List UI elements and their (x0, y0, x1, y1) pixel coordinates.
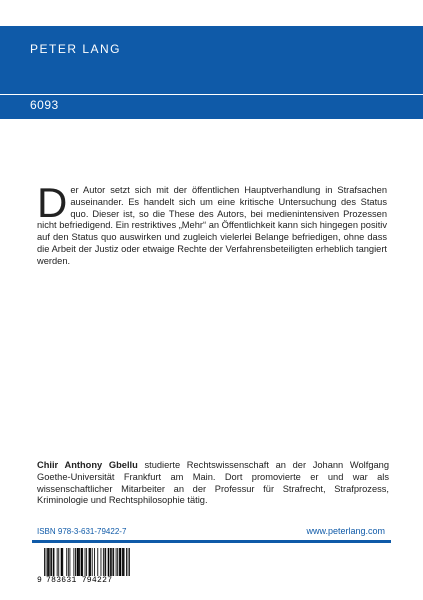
barcode-bar (103, 548, 104, 576)
barcode-bar (86, 548, 87, 576)
barcode-bar (126, 548, 127, 576)
barcode-bars (44, 548, 130, 576)
barcode-bar (51, 548, 52, 576)
publisher-name: PETER LANG (30, 42, 122, 56)
barcode-bar (53, 548, 54, 576)
description-text: er Autor setzt sich mit der öffentlichen Hauptverhandlung in Strafsachen auseinander. Es handelt sich um eine kritische Untersuchung des Status quo. Dieser ist, so die These des Autors, bei medienintensiven Prozessen nicht befriedigend. Ein restriktives „Mehr“ an Öffentlichkeit kann sich hingegen positiv auf den Status quo auswirken und zugleich vielerlei Belange befriedigen, ohne dass die Arbeit der Justiz oder etwaige Rechte der Verfahrensbeteiligten erheblich tangiert werden. (37, 185, 387, 266)
barcode-bar (110, 548, 111, 576)
barcode-bar (97, 548, 98, 576)
barcode-bar (73, 548, 74, 576)
barcode-bar (124, 548, 125, 576)
barcode-bar (57, 548, 58, 576)
barcode-bar (81, 548, 82, 576)
barcode-bar (44, 548, 45, 576)
barcode-bar (69, 548, 70, 576)
barcode-bar (94, 548, 95, 576)
barcode-bar (89, 548, 90, 576)
barcode-first-digit: 9 (37, 576, 42, 585)
barcode-bar (50, 548, 51, 576)
barcode-bar (108, 548, 109, 576)
barcode-bar (113, 548, 114, 576)
series-number: 6093 (30, 98, 59, 112)
barcode-bar (92, 548, 93, 576)
barcode-bar (119, 548, 120, 576)
barcode-bar (77, 548, 78, 576)
barcode-bar (116, 548, 117, 576)
barcode-bar (66, 548, 67, 576)
barcode-bar (120, 548, 121, 576)
author-bio (37, 460, 389, 507)
barcode-bar (111, 548, 112, 576)
barcode-bar (78, 548, 79, 576)
barcode-bar (58, 548, 59, 576)
barcode-bar (105, 548, 106, 576)
barcode-bar (68, 548, 69, 576)
barcode-bar (61, 548, 62, 576)
barcode-bar (122, 548, 123, 576)
series-band (0, 95, 423, 119)
barcode-bar (77, 548, 78, 576)
drop-cap: D (37, 179, 68, 226)
publisher-band (0, 26, 423, 94)
barcode-bar (101, 548, 102, 576)
barcode-bar (112, 548, 113, 576)
barcode-bar (117, 548, 118, 576)
book-description (37, 179, 387, 268)
barcode-bar (109, 548, 110, 576)
barcode-digits: 783631 794227 (46, 576, 113, 585)
barcode-bar (105, 548, 106, 576)
footer-divider (32, 540, 391, 543)
barcode-bar (82, 548, 83, 576)
barcode-bar (46, 548, 47, 576)
barcode-bar (48, 548, 49, 576)
barcode-bar (129, 548, 130, 576)
barcode-bar (75, 548, 76, 576)
barcode-bar (90, 548, 91, 576)
barcode-bar (62, 548, 63, 576)
barcode-bar (120, 548, 121, 576)
barcode-bar (89, 548, 90, 576)
author-bio-text: studierte Rechtswissenschaft an der Johann Wolfgang Goethe-Universität Frankfurt am Main. Dort promovierte er und war als wissenschaftlicher Mitarbeiter an der Professur für Strafrecht, Strafprozess, Kriminologie und Rechtsphilosophie tätig. (37, 460, 389, 506)
barcode-bar (85, 548, 86, 576)
barcode-bar (81, 548, 82, 576)
isbn-number: ISBN 978-3-631-79422-7 (37, 527, 127, 536)
publisher-website: www.peterlang.com (306, 526, 385, 536)
barcode-bar (128, 548, 129, 576)
barcode-bar (123, 548, 124, 576)
barcode-bar (79, 548, 80, 576)
barcode-bar (49, 548, 50, 576)
barcode-bar (62, 548, 63, 576)
author-name: Chiir Anthony Gbellu (37, 460, 138, 470)
barcode-bar (47, 548, 48, 576)
barcode-bar (54, 548, 55, 576)
